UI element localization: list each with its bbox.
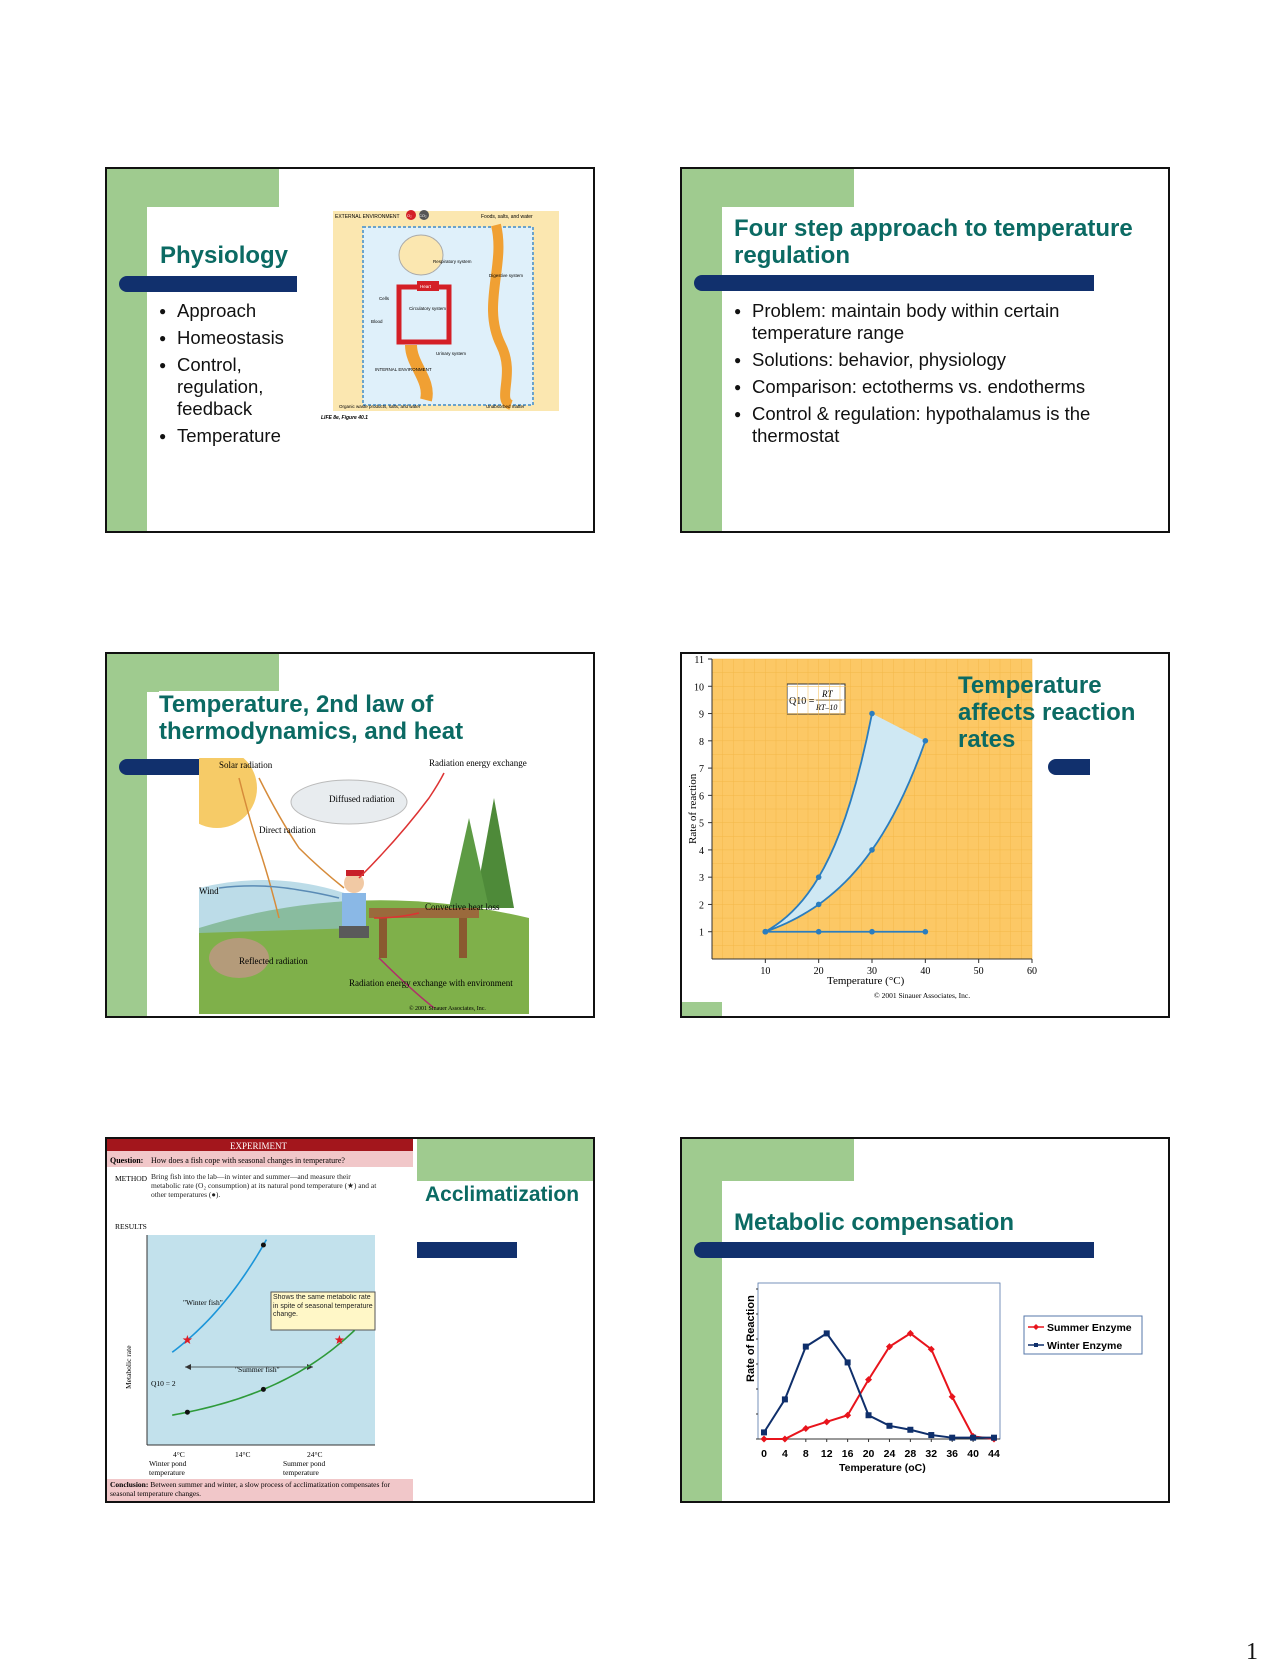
diagram-label: Urinary system: [436, 351, 467, 356]
y-axis-label: Rate of Reaction: [745, 1295, 757, 1382]
slide-title: Physiology: [160, 242, 289, 269]
x-tick-label: 20: [813, 966, 824, 977]
data-point: [869, 929, 875, 935]
bullet-item: ● Homeostasis: [157, 327, 297, 349]
formula-denominator: RT–10: [816, 703, 838, 712]
experiment-header: EXPERIMENT: [230, 1141, 287, 1151]
slide-title: Temperature affects reaction rates: [958, 672, 1136, 753]
y-tick-label: 10: [694, 682, 704, 694]
title-underline: [694, 275, 1094, 291]
data-point: [991, 1435, 997, 1441]
winter-pond-label: Winter pond temperature: [149, 1459, 187, 1477]
illustration-label: Radiation energy exchange: [429, 758, 527, 768]
x-tick-label: 44: [988, 1448, 1000, 1460]
illustration-label: Wind: [199, 886, 219, 896]
legend-summer: Summer Enzyme: [1047, 1322, 1132, 1334]
conclusion-label: Conclusion:: [110, 1480, 149, 1489]
winter-enzyme-line: [764, 1333, 994, 1437]
y-tick-label: 2: [699, 900, 704, 912]
data-point: [816, 929, 822, 935]
y-tick-label: 8: [699, 736, 704, 748]
y-tick-label: 11: [694, 655, 704, 666]
y-tick-label: 1: [699, 927, 704, 939]
diagram-label: CO₂: [419, 213, 427, 218]
method-text: Bring fish into the lab—in winter and summer—and measure their metabolic rate (O₂ consumption) at its natural pond temperature (★) and at other temperatures (●).: [151, 1172, 377, 1199]
bullet-item: ● Solutions: behavior, physiology: [732, 349, 1152, 371]
x-tick-label: 4: [781, 1448, 788, 1460]
illustration-label: Convective heat loss: [425, 902, 500, 912]
data-point: [782, 1396, 788, 1402]
data-point: [923, 738, 929, 744]
formula-numerator: RT: [822, 689, 833, 699]
question-text: How does a fish cope with seasonal changes in temperature?: [151, 1156, 345, 1165]
data-point: [816, 874, 822, 880]
y-tick-label: 3: [699, 873, 704, 885]
x-tick-label: 4°C: [173, 1450, 185, 1459]
data-point: [907, 1427, 913, 1433]
copyright: © 2001 Sinauer Associates, Inc.: [409, 1006, 486, 1012]
diagram-label: Circulatory system: [409, 306, 447, 311]
plot-border: [758, 1283, 1000, 1439]
y-axis-label: Rate of reaction: [687, 773, 699, 844]
page-number: 1: [1246, 1639, 1258, 1665]
slide-thermodynamics: [105, 652, 595, 1018]
diagram-label: EXTERNAL ENVIRONMENT: [335, 214, 400, 220]
data-point: [781, 1436, 788, 1443]
title-underline: [417, 1242, 517, 1258]
title-underline: [694, 1242, 1094, 1258]
formula-lhs: Q10 =: [789, 696, 815, 707]
diagram-label: Unabsorbed matter: [486, 404, 525, 409]
bullet-item: ● Control & regulation: hypothalamus is the thermostat: [732, 403, 1152, 447]
data-point: [761, 1429, 767, 1435]
q10-label: Q10 = 2: [151, 1379, 176, 1388]
diagram-label: Cells: [379, 296, 390, 301]
slide-title: Metabolic compensation: [734, 1209, 1034, 1236]
data-point: [824, 1330, 830, 1336]
y-tick-label: 7: [699, 764, 704, 776]
heat-exchange-illustration: [199, 758, 529, 1014]
diagram-label: Respiratory system: [433, 259, 472, 264]
summer-pond-label: Summer pond temperature: [283, 1459, 326, 1477]
slide-metabolic-compensation: [680, 1137, 1170, 1503]
summer-enzyme-line: [764, 1333, 994, 1439]
slide-four-step-approach: [680, 167, 1170, 533]
figure-caption: LIFE 8e, Figure 40.1: [321, 415, 368, 421]
y-tick-label: 4: [699, 845, 704, 857]
x-axis-label: Temperature (°C): [827, 975, 905, 987]
callout-text: Shows the same metabolic rate in spite of seasonal temperature change.: [273, 1294, 373, 1318]
diagram-label: Heart: [420, 284, 432, 289]
slide-title: Temperature, 2nd law of thermodynamics, and heat: [159, 691, 489, 745]
conclusion-text: Between summer and winter, a slow process of acclimatization compensates for seasonal temperature changes.: [110, 1480, 391, 1498]
data-point: [803, 1344, 809, 1350]
physiology-diagram: [321, 205, 571, 427]
diagram-label: Digestive system: [489, 273, 524, 278]
series-label: "Summer fish": [235, 1365, 280, 1374]
data-point: [763, 929, 769, 935]
x-tick-label: 40: [967, 1448, 979, 1460]
data-point: [185, 1410, 190, 1415]
data-point: [869, 711, 875, 717]
x-tick-label: 60: [1027, 966, 1037, 977]
x-tick-label: 24: [883, 1448, 896, 1460]
x-tick-label: 32: [925, 1448, 938, 1460]
bullet-item: ● Approach: [157, 300, 297, 322]
data-point: [970, 1435, 976, 1441]
illustration-label: Solar radiation: [219, 760, 273, 770]
title-underline: [119, 276, 297, 292]
enzyme-chart: [682, 1269, 1168, 1499]
x-tick-label: 0: [761, 1448, 767, 1460]
series-label: "Winter fish": [183, 1298, 223, 1307]
diagram-label: O₂: [407, 213, 412, 218]
title-underline: [1048, 759, 1090, 775]
x-tick-label: 12: [820, 1448, 833, 1460]
bullet-item: ● Control, regulation, feedback: [157, 354, 297, 420]
illustration-label: Reflected radiation: [239, 956, 308, 966]
diagram-label: Organic waste products, salts, and water: [339, 404, 421, 409]
data-point: [761, 1436, 768, 1443]
method-label: METHOD: [115, 1174, 148, 1183]
person-body: [342, 893, 366, 927]
data-point: [261, 1243, 266, 1248]
data-point: [949, 1435, 955, 1441]
copyright: © 2001 Sinauer Associates, Inc.: [874, 991, 971, 1000]
x-tick-label: 10: [760, 966, 771, 977]
illustration-label: Radiation energy exchange with environment: [349, 978, 513, 988]
x-axis-label: Temperature (oC): [839, 1462, 926, 1474]
results-label: RESULTS: [115, 1222, 147, 1231]
x-tick-label: 20: [862, 1448, 875, 1460]
slide-reaction-rates: [680, 652, 1170, 1018]
x-tick-label: 30: [867, 966, 877, 977]
data-point: [802, 1425, 809, 1432]
y-tick-label: 5: [699, 818, 704, 830]
data-point: [869, 847, 875, 853]
question-label: Question:: [110, 1156, 144, 1165]
data-point: [816, 902, 822, 908]
x-tick-label: 16: [841, 1448, 854, 1460]
data-point: [845, 1359, 851, 1365]
x-tick-label: 14°C: [235, 1450, 251, 1459]
legend-winter: Winter Enzyme: [1047, 1340, 1123, 1352]
x-tick-label: 40: [920, 966, 931, 977]
data-point: [261, 1387, 266, 1392]
title-underline: [119, 759, 199, 775]
slide-acclimatization: [105, 1137, 595, 1503]
diagram-label: Blood: [371, 319, 383, 324]
x-tick-label: 28: [904, 1448, 917, 1460]
bullet-list: [732, 300, 1152, 452]
fish-experiment-figure: [107, 1139, 413, 1503]
data-point: [923, 929, 929, 935]
data-point: [949, 1393, 956, 1400]
slide-title: Four step approach to temperature regulation: [734, 215, 1133, 269]
data-point: [886, 1423, 892, 1429]
bullet-item: ● Temperature: [157, 425, 297, 447]
y-tick-label: 6: [699, 791, 704, 803]
q10-formula: [787, 684, 845, 714]
x-tick-label: 24°C: [307, 1450, 323, 1459]
illustration-label: Direct radiation: [259, 825, 316, 835]
diagram-label: INTERNAL ENVIRONMENT: [375, 367, 432, 372]
x-tick-label: 36: [946, 1448, 959, 1460]
slide-physiology: [105, 167, 595, 533]
bullet-item: ● Problem: maintain body within certain temperature range: [732, 300, 1152, 344]
data-point: [823, 1418, 830, 1425]
x-tick-label: 50: [973, 966, 984, 977]
data-point: [928, 1432, 934, 1438]
slide-title: Acclimatization: [425, 1183, 580, 1206]
x-tick-label: 8: [802, 1448, 809, 1460]
bullet-list: [157, 300, 297, 452]
bullet-item: ● Comparison: ectotherms vs. endotherms: [732, 376, 1152, 398]
y-tick-label: 9: [699, 709, 704, 721]
diagram-label: Foods, salts, and water: [481, 214, 533, 220]
y-axis-label: Metabolic rate: [124, 1345, 133, 1389]
data-point: [866, 1412, 872, 1418]
illustration-label: Diffused radiation: [329, 794, 395, 804]
